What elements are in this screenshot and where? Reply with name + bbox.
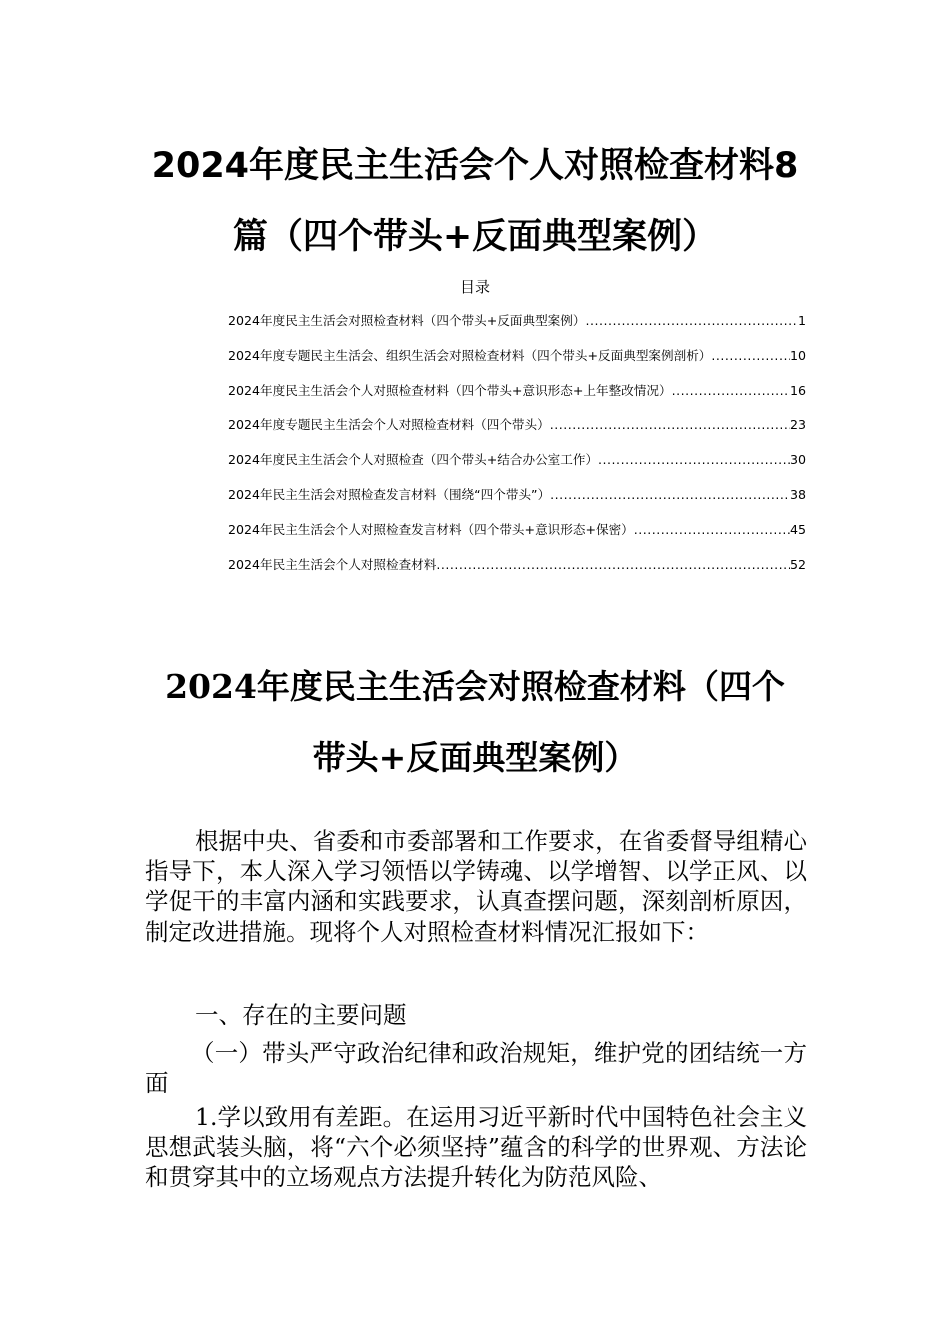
section-heading: 一、存在的主要问题 bbox=[195, 1001, 407, 1029]
toc-leader-dots bbox=[550, 485, 790, 505]
toc-entry-page: 1 bbox=[797, 313, 806, 328]
toc-entry[interactable] bbox=[228, 450, 806, 485]
toc-entry[interactable] bbox=[228, 381, 806, 416]
toc-entry[interactable] bbox=[228, 311, 806, 346]
toc-entry-page: 23 bbox=[789, 417, 806, 433]
section-title-line-2: 带头+反面典型案例） bbox=[312, 738, 638, 777]
toc-leader-dots bbox=[550, 415, 790, 435]
toc-entry-title: 2024年民主生活会个人对照检查发言材料（四个带头+意识形态+保密） bbox=[228, 521, 634, 537]
toc-entry[interactable] bbox=[228, 346, 806, 381]
toc-entry[interactable] bbox=[228, 555, 806, 590]
toc-entry-page: 30 bbox=[789, 452, 806, 468]
section-title-line-1: 2024年度民主生活会对照检查材料（四个 bbox=[165, 667, 785, 706]
toc-entry-page: 10 bbox=[789, 347, 806, 363]
toc-leader-dots bbox=[585, 311, 798, 331]
toc-entry-title: 2024年度民主生活会个人对照检查（四个带头+结合办公室工作） bbox=[228, 452, 599, 468]
toc-entry-title: 2024年民主生活会个人对照检查材料 bbox=[228, 556, 437, 572]
toc-entry-page: 52 bbox=[789, 556, 806, 572]
toc-entry-title: 2024年度民主生活会个人对照检查材料（四个带头+意识形态+上年整改情况） bbox=[228, 382, 672, 398]
toc-entry-title: 2024年民主生活会对照检查发言材料（围绕“四个带头”） bbox=[228, 486, 551, 502]
subsection-heading: （一）带头严守政治纪律和政治规矩，维护党的团结统一方面 bbox=[145, 1039, 807, 1098]
toc-entry-title: 2024年度民主生活会对照检查材料（四个带头+反面典型案例） bbox=[228, 313, 586, 328]
toc-entry-page: 38 bbox=[789, 486, 806, 502]
document-title-line-1: 2024年度民主生活会个人对照检查材料8 bbox=[151, 146, 799, 186]
toc-leader-dots bbox=[711, 346, 790, 366]
intro-paragraph: 根据中央、省委和市委部署和工作要求，在省委督导组精心指导下，本人深入学习领悟以学铸魂、以学增智、以学正风、以学促干的丰富内涵和实践要求，认真查摆问题，深刻剖析原因，制定改进措施。现将个人对照检查材料情况汇报如下： bbox=[145, 827, 807, 946]
toc-leader-dots bbox=[634, 520, 790, 540]
toc-leader-dots bbox=[672, 381, 790, 401]
toc-entry-title: 2024年度专题民主生活会、组织生活会对照检查材料（四个带头+反面典型案例剖析） bbox=[228, 347, 712, 363]
body-paragraph: 1.学以致用有差距。在运用习近平新时代中国特色社会主义思想武装头脑，将“六个必须坚持”蕴含的科学的世界观、方法论和贯穿其中的立场观点方法提升转化为防范风险、 bbox=[145, 1103, 807, 1192]
toc-heading: 目录 bbox=[459, 278, 490, 296]
toc-entry-page: 45 bbox=[789, 521, 806, 537]
toc-entry[interactable] bbox=[228, 485, 806, 520]
document-title-line-2: 篇（四个带头+反面典型案例） bbox=[232, 217, 718, 257]
table-of-contents bbox=[228, 311, 806, 589]
toc-leader-dots bbox=[598, 450, 790, 470]
toc-entry-page: 16 bbox=[789, 382, 806, 398]
toc-entry[interactable] bbox=[228, 415, 806, 450]
toc-leader-dots bbox=[436, 555, 790, 575]
toc-entry[interactable] bbox=[228, 520, 806, 555]
toc-entry-title: 2024年度专题民主生活会个人对照检查材料（四个带头） bbox=[228, 417, 550, 433]
